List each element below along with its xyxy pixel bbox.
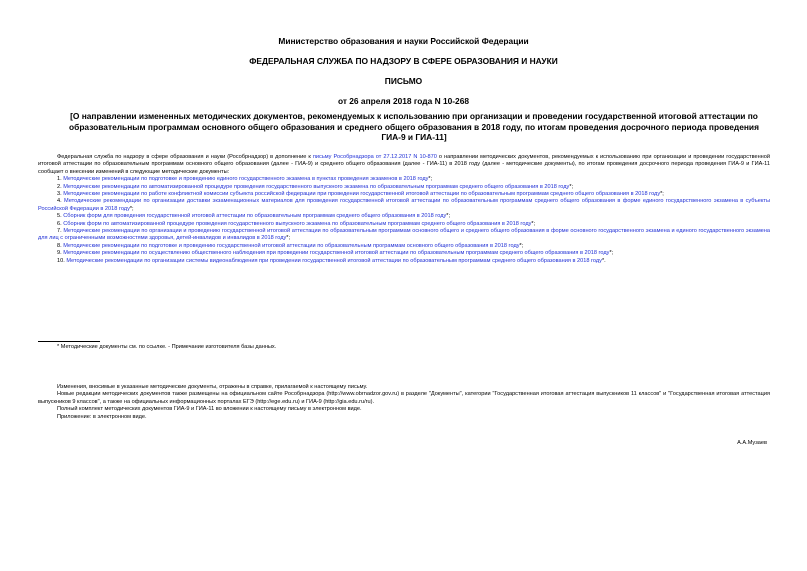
closing-paragraph: Приложение: в электронном виде. (57, 413, 147, 420)
list-item-number: 3. (57, 191, 62, 198)
document-link[interactable]: Методические рекомендации по работе конфликтной комиссии субъекта российской федерации при проведении государственной итоговой аттестации по образовательным программам среднего общего образования в 2018 году (63, 191, 661, 198)
document-list-item (38, 184, 770, 191)
list-item-number: 10. (57, 257, 65, 264)
list-item-number: 1. (57, 176, 62, 183)
closing-paragraph: Изменения, вносимые в указанные методические документы, отражены в справке, прилагаемой к настоящему письму. (57, 384, 368, 390)
footnote-marker: *; (609, 250, 614, 257)
closing-section (38, 384, 770, 421)
footnote-marker: *; (428, 176, 433, 183)
ministry-name: Министерство образования и науки Российской Федерации (278, 36, 529, 46)
list-item-number: 9. (57, 250, 62, 257)
document-list-item (38, 198, 770, 213)
document-link[interactable]: Методические рекомендации по организации и проведению государственной итоговой аттестации по образовательным программам основного общего и среднего общего образования в форме основного государственного экзамена и единого государственного экзамена для лиц с ограниченными возможностями здоровья, детей-инвалидов и инвалидов в 2018 году (38, 228, 770, 242)
list-item-number: 4. (57, 198, 62, 205)
document-type: ПИСЬМО (384, 76, 423, 86)
document-link[interactable]: Методические рекомендации по организации доставки экзаменационных материалов для проведения государственной итоговой аттестации по образовательным программам среднего общего образования в форме единого государственного экзамена в субъекты Российской Федерации в 2018 году (38, 198, 770, 212)
document-link[interactable]: Методические рекомендации по организации системы видеонаблюдения при проведении государственной итоговой аттестации по образовательным программам среднего общего образования в 2018 году (66, 257, 602, 264)
footnote-marker: *; (531, 220, 536, 227)
list-item-number: 6. (57, 220, 62, 227)
document-link[interactable]: Сборник форм для проведения государственной итоговой аттестации по образовательным программам среднего общего образования в 2018 году (63, 213, 447, 220)
document-link[interactable]: Методические рекомендации по осуществлению общественного наблюдения при проведении государственной итоговой аттестации по образовательным программам среднего общего образования в 2018 году (63, 250, 610, 257)
document-list-item (38, 213, 770, 220)
footnote-marker: *; (519, 242, 524, 249)
list-item-number: 8. (57, 242, 62, 249)
closing-paragraph: Новые редакции методических документов также размещены на официальном сайте Рособрнадзора (http://www.obrnadzor.gov.ru) в разделе "Документы", категории "Государственная итоговая аттестация выпускников 11 классов" и "Государственная итоговая аттестация выпускников 9 классов", а также на официальных информационных порталах ЕГЭ (http://ege.edu.ru) и ГИА-9 (http://gia.edu.ru/ru). (38, 391, 770, 405)
intro-paragraph: Федеральная служба по надзору в сфере образования и науки (Рособрнадзор) в дополнение к письму Рособрнадзора от 27.12.2017 N 10-870 о направлении методических документов, рекомендуемых к использованию при организации и проведении государственной итоговой аттестации по образовательным программам основного общего образования (далее - ГИА-9) и среднего общего образования (далее - ГИА-11) в 2018 году (далее - методические документы), по итогам проведения досрочного периода проведения ГИА-9 и ГИА-11 сообщает о внесении изменений в следующие методические документы: (38, 154, 770, 175)
document-list-item (38, 228, 770, 243)
document-link[interactable]: Сборник форм по автоматизированной процедуре проведения государственного выпускного экзамена по образовательным программам среднего общего образования в 2018 году (63, 220, 532, 227)
footnote-marker: *; (660, 191, 664, 198)
document-list-item (38, 176, 770, 183)
reference-letter-link[interactable]: письму Рособрнадзора от 27.12.2017 N 10-870 (312, 154, 437, 160)
document-link[interactable]: Методические рекомендации по автоматизированной процедуре проведения государственного выпускного экзамена по образовательным программам среднего общего образования в 2018 году (63, 183, 570, 190)
signature: А.А.Музаев (737, 440, 767, 446)
service-name: ФЕДЕРАЛЬНАЯ СЛУЖБА ПО НАДЗОРУ В СФЕРЕ ОБРАЗОВАНИЯ И НАУКИ (249, 56, 558, 66)
footnote-marker: *; (286, 235, 291, 242)
document-title: [О направлении измененных методических документов, рекомендуемых к использованию при организации и проведении государственной итоговой аттестации по образовательным программам основного общего образования и среднего общего образования в 2018 году, по итогам проведения досрочного периода проведения ГИА-9 и ГИА-11] (69, 111, 759, 142)
footnote-marker: *; (129, 205, 134, 212)
document-link[interactable]: Методические рекомендации по подготовке и проведению государственной итоговой аттестации по образовательным программам основного общего образования в 2018 году (63, 242, 520, 249)
footnote: * Методические документы см. по ссылке. - Примечание изготовителя базы данных. (57, 344, 277, 350)
document-date-number: от 26 апреля 2018 года N 10-268 (337, 96, 470, 106)
document-list-item (38, 258, 770, 265)
list-item-number: 5. (57, 213, 62, 220)
letter-body (38, 154, 770, 265)
closing-paragraph: Полный комплект методических документов ГИА-9 и ГИА-11 во вложении к настоящему письму в электронном виде. (57, 406, 362, 413)
document-list-item (38, 250, 770, 257)
footnote-divider (38, 341, 100, 342)
list-item-number: 2. (57, 183, 62, 190)
footnote-marker: *; (446, 213, 450, 220)
list-item-number: 7. (57, 228, 62, 235)
document-list-item (38, 221, 770, 228)
document-link[interactable]: Методические рекомендации по подготовке и проведению единого государственного экзамена в пунктах проведения экзаменов в 2018 году (63, 176, 429, 183)
footnote-marker: *. (601, 257, 606, 264)
documents-list (38, 176, 770, 265)
footnote-marker: *; (569, 183, 574, 190)
